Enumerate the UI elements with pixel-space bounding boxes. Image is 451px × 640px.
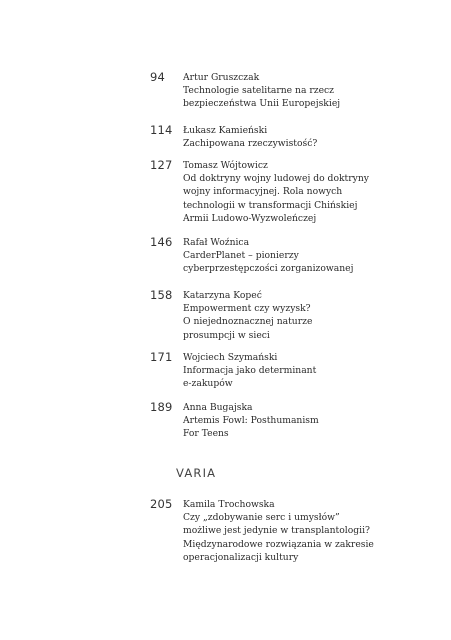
toc-title-line: Od doktryny wojny ludowej do doktryny <box>183 173 369 185</box>
toc-entry-text <box>183 351 413 391</box>
toc-author: Kamila Trochowska <box>183 499 275 510</box>
toc-author: Wojciech Szymański <box>183 352 278 363</box>
toc-page-number: 205 <box>150 497 173 511</box>
toc-title-line: technologii w transformacji Chińskiej <box>183 199 358 211</box>
toc-title-line: Technologie satelitarne na rzecz <box>183 85 335 97</box>
toc-title-line: For Teens <box>183 428 229 440</box>
toc-title-line: Artemis Fowl: Posthumanism <box>183 415 319 427</box>
toc-entry-text <box>183 289 413 342</box>
toc-title-line: bezpieczeństwa Unii Europejskiej <box>183 98 341 110</box>
toc-title-line: e-zakupów <box>183 378 233 390</box>
toc-title-line: Międzynarodowe rozwiązania w zakresie <box>183 538 374 550</box>
toc-title-line: Czy „zdobywanie serc i umysłów” <box>183 512 340 524</box>
toc-title-line: CarderPlanet – pionierzy <box>183 250 299 262</box>
toc-page-number: 146 <box>150 235 173 249</box>
section-heading-varia: VARIA <box>176 466 217 480</box>
toc-title-line: operacjonalizacji kultury <box>183 551 299 563</box>
toc-title-line: możliwe jest jedynie w transplantologii? <box>183 525 370 537</box>
toc-author: Tomasz Wójtowicz <box>183 160 268 171</box>
toc-entry-text <box>183 236 413 276</box>
toc-entry-text <box>183 159 413 225</box>
toc-page-number: 158 <box>150 288 173 302</box>
toc-page-number: 94 <box>150 70 166 84</box>
toc-author: Artur Gruszczak <box>183 72 260 83</box>
toc-title-line: wojny informacyjnej. Rola nowych <box>183 186 343 198</box>
toc-author: Łukasz Kamieński <box>183 125 268 136</box>
toc-entry-text <box>183 124 413 150</box>
toc-title-line: O niejednoznacznej naturze <box>183 316 313 328</box>
toc-title-line: prosumpcji w sieci <box>183 329 270 341</box>
toc-title-line: Zachipowana rzeczywistość? <box>183 138 318 150</box>
toc-author: Anna Bugajska <box>183 402 253 413</box>
toc-author: Katarzyna Kopeć <box>183 290 262 301</box>
toc-title-line: Empowerment czy wyzysk? <box>183 303 311 315</box>
toc-title-line: Informacja jako determinant <box>183 365 317 377</box>
toc-page-number: 114 <box>150 123 173 137</box>
toc-entry-text <box>183 401 413 441</box>
toc-entry-text <box>183 498 413 564</box>
toc-page-number: 171 <box>150 350 173 364</box>
toc-title-line: cyberprzestępczości zorganizowanej <box>183 263 354 275</box>
toc-entry-text <box>183 71 413 111</box>
toc-title-line: Armii Ludowo-Wyzwoleńczej <box>183 212 317 224</box>
toc-author: Rafał Woźnica <box>183 237 250 248</box>
toc-page-number: 189 <box>150 400 173 414</box>
toc-page-number: 127 <box>150 158 173 172</box>
